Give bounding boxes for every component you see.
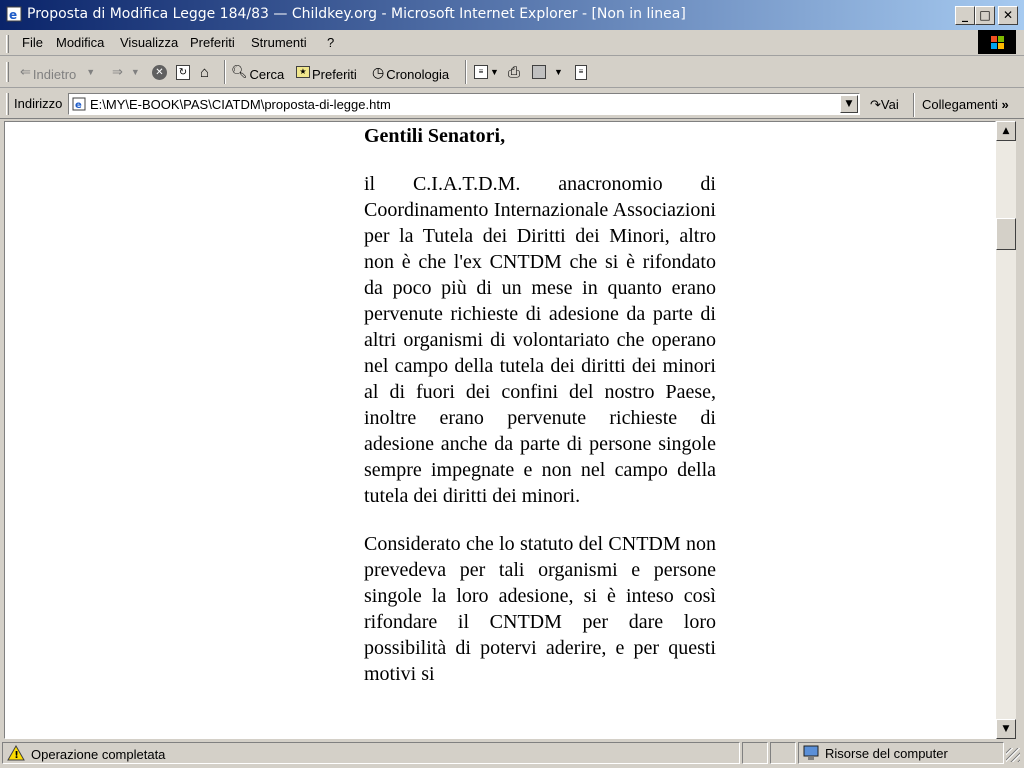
zone-panel [798,742,1004,764]
search-icon: 🔍︎ [231,64,248,79]
close-button[interactable]: ✕ [998,6,1018,25]
page-content [4,121,996,739]
mail-button[interactable] [474,61,499,83]
mail-icon: ≡ [474,65,488,79]
document-body [364,122,716,687]
resize-grip-icon[interactable] [1006,748,1020,762]
stop-icon: ✕ [152,65,167,80]
home-button[interactable] [200,61,209,83]
zone-text: Risorse del computer [825,746,948,761]
forward-button[interactable] [112,61,140,83]
address-separator [913,93,915,117]
go-label: Vai [880,97,899,112]
menu-view[interactable]: Visualizza [120,35,179,50]
address-bar [0,89,1024,119]
maximize-button[interactable]: □ [975,6,995,25]
favorites-button[interactable] [296,61,357,83]
scroll-up-icon[interactable]: ▲ [996,121,1016,141]
links-label: Collegamenti [922,97,998,112]
menu-bar [0,31,1024,56]
menu-favorites[interactable]: Preferiti [190,35,235,50]
back-label: Indietro [32,66,77,82]
search-label: Cerca [249,66,285,82]
search-button[interactable] [231,61,284,83]
favorites-label: Preferiti [312,66,357,82]
home-icon: ⌂ [200,63,210,81]
discuss-icon: ≡ [575,65,587,80]
mail-dropdown-icon[interactable]: ▼ [490,67,499,77]
toolbar-grip [6,62,9,82]
address-label: Indirizzo [14,96,63,111]
links-button[interactable] [922,97,1009,112]
computer-icon [802,745,820,761]
document-paragraph-1: il C.I.A.T.D.M. anacronomio di Coordinamento Internazionale Associazioni per la Tutela dei Diritti dei Minori, altro non è che l'ex CNTDM che si è rifondato da poco più di un mese in quanto erano pervenute richieste di adesione da parte di altri organismi di volontariato che operano nel campo della tutela dei diritti dei minori al di fuori dei confini del nostro Paese, inoltre erano pervenute richieste di adesione anche da parte di persone singole sempre impegnate e non nel campo della tutela dei diritti dei minori. [364,173,716,507]
svg-text:e: e [75,100,82,111]
go-button[interactable] [870,97,899,113]
standard-toolbar [0,57,1024,88]
address-input[interactable] [68,93,860,115]
status-text: Operazione completata [31,747,166,762]
document-heading: Gentili Senatori, [364,125,506,147]
menu-edit[interactable]: Modifica [56,35,105,50]
page-icon [72,97,86,111]
svg-text:!: ! [14,750,19,761]
status-panel-empty [770,742,796,764]
refresh-icon: ↻ [176,65,190,80]
scroll-down-icon[interactable]: ▼ [996,719,1016,739]
address-url: E:\MY\E-BOOK\PAS\CIATDM\proposta-di-legge.htm [90,97,391,112]
refresh-button[interactable] [176,61,190,83]
history-label: Cronologia [386,66,450,82]
links-chevron-icon: » [997,97,1009,112]
edit-page-icon [532,65,546,79]
edit-dropdown-icon[interactable]: ▼ [554,67,563,77]
menu-help[interactable]: ? [327,35,335,50]
history-icon: ◷ [372,63,385,80]
discuss-button[interactable] [575,61,587,83]
toolbar-separator [224,60,226,84]
menubar-grip [6,35,9,53]
scroll-thumb[interactable] [996,218,1016,250]
address-dropdown-icon[interactable]: ▼ [840,95,858,113]
back-dropdown-icon[interactable]: ▼ [86,67,96,77]
warning-icon [7,745,25,761]
edit-button[interactable] [532,61,563,83]
favorites-icon: ★ [296,66,310,78]
go-arrow-icon: ↷ [870,97,881,112]
forward-arrow-icon: ⇒ [112,64,123,79]
stop-button[interactable] [152,61,167,83]
menu-tools[interactable]: Strumenti [251,35,307,50]
status-panel-empty [742,742,768,764]
print-button[interactable] [508,61,520,83]
ie-page-icon [6,6,22,22]
back-button[interactable] [20,61,95,83]
window-title: Proposta di Modifica Legge 184/83 — Childkey.org - Microsoft Internet Explorer - [Non in linea] [27,6,686,22]
addressbar-grip [6,93,9,115]
status-bar [0,740,1024,768]
title-bar [0,0,1024,31]
history-button[interactable] [372,61,449,83]
document-paragraph-2: Considerato che lo statuto del CNTDM non prevedeva per tali organismi e persone singole la loro adesione, si è inteso così rifondare il CNTDM per dare loro possibilità di potervi aderire, e per questi motivi si [364,533,716,685]
vertical-scrollbar[interactable] [996,121,1016,739]
status-panel [2,742,740,764]
toolbar-separator [465,60,467,84]
forward-dropdown-icon[interactable]: ▼ [130,67,140,77]
print-icon: ⎙ [508,63,521,81]
back-arrow-icon: ⇐ [20,64,31,79]
menu-file[interactable]: File [22,35,43,50]
minimize-button[interactable]: _ [955,6,975,25]
svg-text:e: e [9,8,18,22]
windows-logo-icon [978,30,1016,54]
